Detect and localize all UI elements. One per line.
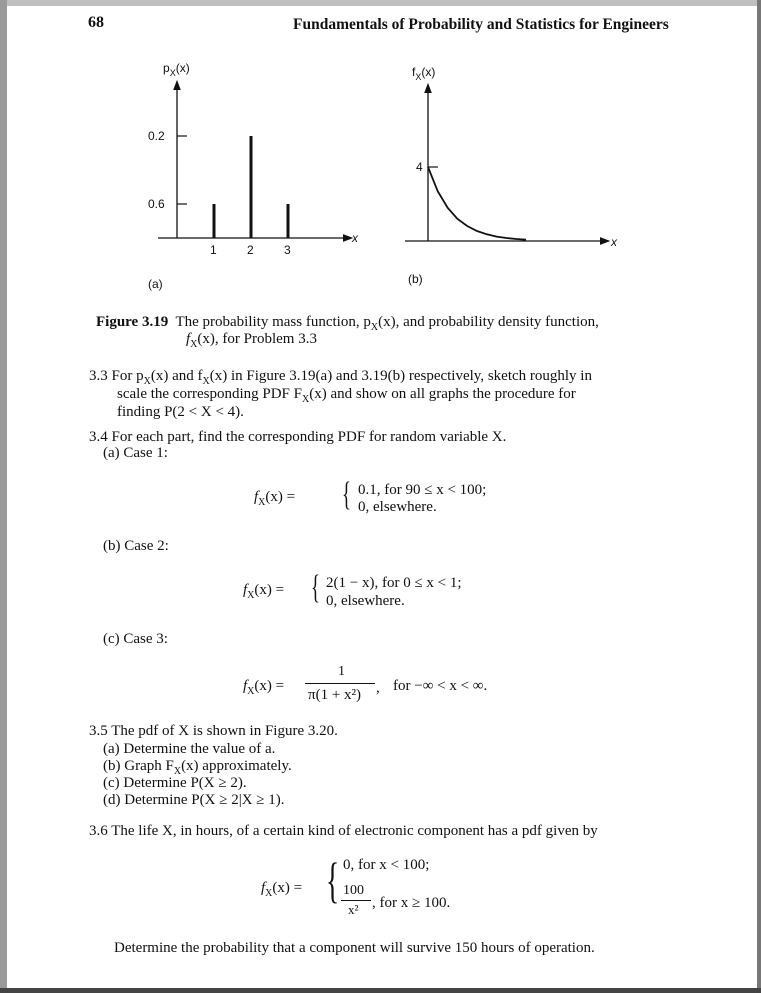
panel-a-xlabel: x (352, 231, 358, 245)
panel-a-xtick-label: 1 (210, 243, 217, 257)
case3-comma: , (376, 680, 380, 696)
case1-brace: { (342, 476, 351, 513)
case2-row1: 2(1 − x), for 0 ≤ x < 1; (326, 575, 462, 591)
panel-a-xtick-label: 2 (247, 243, 254, 257)
problem-3-4-intro: 3.4 For each part, find the corresponding PDF for random variable X. (89, 429, 507, 445)
p36-brace: { (326, 852, 340, 908)
p36-lhs: $f_X(x)$ = (261, 880, 303, 899)
case1-lhs: $f_X(x)$ = (254, 489, 296, 508)
problem-3-5-d: (d) Determine P(X ≥ 2|X ≥ 1). (103, 792, 285, 808)
window-right-edge (757, 0, 761, 993)
problem-3-4-case3-label: (c) Case 3: (103, 631, 168, 647)
figure-caption-label: Figure 3.19 (96, 314, 169, 330)
panel-a-xtick-label: 3 (284, 243, 291, 257)
problem-3-5-intro: 3.5 The pdf of X is shown in Figure 3.20. (89, 723, 338, 739)
window-left-edge (0, 0, 7, 993)
problem-3-5-c: (c) Determine P(X ≥ 2). (103, 775, 247, 791)
page-number: 68 (88, 14, 104, 31)
case2-lhs: $f_X(x)$ = (243, 582, 285, 601)
problem-3-5-b: (b) Graph $F_X(x)$ approximately. (103, 758, 292, 777)
panel-a-ylabel: $p_X(x)$ (163, 61, 190, 78)
case1-row2: 0, elsewhere. (358, 499, 437, 515)
problem-3-6-intro: 3.6 The life X, in hours, of a certain kind of electronic component has a pdf given by (89, 823, 598, 839)
case3-fraction-bar (305, 683, 375, 684)
window-bottom-edge (0, 988, 761, 993)
problem-3-4-case2-label: (b) Case 2: (103, 538, 169, 554)
panel-a-label: (a) (148, 277, 163, 291)
problem-3-5-a: (a) Determine the value of a. (103, 741, 276, 757)
problem-3-6-closing: Determine the probability that a component will survive 150 hours of operation. (114, 940, 595, 956)
problem-3-3-line1: 3.3 For $p_X(x)$ and $f_X(x)$ in Figure 3.19(a) and 3.19(b) respectively, sketch roughly in (89, 368, 592, 387)
panel-a-ytick-label: 0.2 (148, 129, 165, 143)
running-head: Fundamentals of Probability and Statistics for Engineers (293, 16, 669, 33)
panel-a-ytick-label: 0.6 (148, 197, 165, 211)
p36-row2-condition: , for x ≥ 100. (372, 895, 451, 911)
panel-b-xlabel: x (611, 235, 617, 249)
panel-b-density-curve (428, 167, 526, 240)
p36-row1: 0, for x < 100; (343, 857, 430, 873)
panel-b-label: (b) (408, 272, 423, 286)
case2-row2: 0, elsewhere. (326, 593, 405, 609)
case3-numerator: 1 (338, 664, 345, 679)
case3-denominator: π(1 + x²) (308, 687, 362, 703)
p36-row2-denominator: x² (348, 902, 359, 917)
figure-panel-b (395, 62, 635, 298)
panel-b-ytick-label: 4 (416, 160, 423, 174)
figure-caption-line1: Figure 3.19 The probability mass function, $p_X(x)$, and probability density function, (96, 314, 599, 333)
case1-row1: 0.1, for 90 ≤ x < 100; (358, 482, 487, 498)
problem-3-4-case1-label: (a) Case 1: (103, 445, 168, 461)
p36-row2-numerator: 100 (343, 883, 364, 898)
figure-panel-a (140, 55, 380, 295)
case2-brace: { (311, 569, 320, 606)
figure-caption-line2: $f_X(x)$, for Problem 3.3 (186, 331, 317, 350)
case3-condition: for −∞ < x < ∞. (393, 678, 488, 694)
window-top-edge (0, 0, 761, 6)
case3-lhs: $f_X(x)$ = (243, 678, 285, 697)
panel-b-ylabel: $f_X(x)$ (412, 65, 436, 82)
problem-3-3-line3: finding P(2 < X < 4). (117, 404, 244, 420)
problem-3-3-line2: scale the corresponding PDF $F_X(x)$ and show on all graphs the procedure for (117, 386, 576, 405)
